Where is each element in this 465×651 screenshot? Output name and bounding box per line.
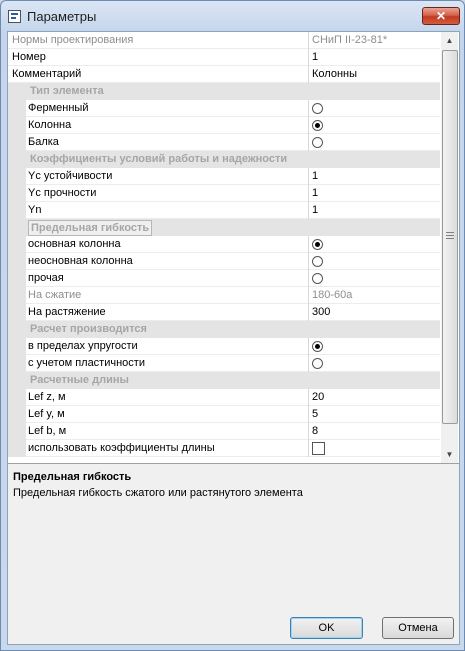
property-row[interactable] (8, 287, 440, 304)
property-name: основная колонна (28, 238, 121, 250)
property-row[interactable] (8, 440, 440, 457)
category-label: Тип элемента (30, 85, 104, 97)
row-gutter (8, 389, 26, 406)
property-row[interactable] (8, 185, 440, 202)
row-gutter (8, 270, 26, 287)
description-title: Предельная гибкость (13, 471, 132, 483)
property-value: 180-60a (312, 289, 353, 301)
property-row[interactable] (8, 134, 440, 151)
category-label: Расчет производится (30, 323, 147, 335)
category-row[interactable] (8, 219, 440, 236)
property-value[interactable]: 5 (312, 408, 319, 420)
property-name: Yc устойчивости (28, 170, 113, 182)
row-gutter (8, 100, 26, 117)
property-value[interactable]: 20 (312, 391, 325, 403)
row-gutter (8, 185, 26, 202)
radio-unchecked-icon[interactable] (312, 358, 323, 369)
row-gutter (8, 236, 26, 253)
cancel-button[interactable]: Отмена (382, 617, 454, 639)
title-bar[interactable] (1, 1, 464, 31)
radio-unchecked-icon[interactable] (312, 273, 323, 284)
row-gutter (8, 406, 26, 423)
column-divider[interactable] (308, 270, 309, 287)
property-name: Yn (28, 204, 42, 216)
property-name: На растяжение (28, 306, 106, 318)
category-label: Предельная гибкость (28, 220, 152, 236)
column-divider[interactable] (308, 406, 309, 423)
close-icon: ✕ (435, 9, 447, 23)
property-name: Нормы проектирования (12, 34, 134, 46)
row-gutter (8, 253, 26, 270)
column-divider[interactable] (308, 287, 309, 304)
row-gutter (8, 355, 26, 372)
property-row[interactable] (8, 49, 440, 66)
property-row[interactable] (8, 270, 440, 287)
close-button[interactable] (422, 7, 460, 25)
category-label: Коэффициенты условий работы и надежности (30, 153, 288, 165)
app-icon (8, 10, 21, 23)
property-name: использовать коэффициенты длины (28, 442, 215, 454)
property-name: Lef z, м (28, 391, 66, 403)
column-divider[interactable] (308, 185, 309, 202)
row-gutter (8, 134, 26, 151)
property-name: Lef b, м (28, 425, 67, 437)
column-divider[interactable] (308, 236, 309, 253)
column-divider[interactable] (308, 134, 309, 151)
property-value[interactable]: 8 (312, 425, 319, 437)
radio-unchecked-icon[interactable] (312, 256, 323, 267)
property-name: прочая (28, 272, 64, 284)
radio-checked-icon[interactable] (312, 239, 323, 250)
property-name: Yc прочности (28, 187, 97, 199)
property-value[interactable]: 300 (312, 306, 331, 318)
column-divider[interactable] (308, 49, 309, 66)
property-name: Номер (12, 51, 46, 63)
radio-unchecked-icon[interactable] (312, 103, 323, 114)
radio-checked-icon[interactable] (312, 120, 323, 131)
row-gutter (8, 423, 26, 440)
property-value[interactable]: 1 (312, 170, 319, 182)
ok-button[interactable]: OK (290, 617, 363, 639)
property-name: Ферменный (28, 102, 89, 114)
property-value[interactable]: 1 (312, 204, 319, 216)
property-row[interactable] (8, 168, 440, 185)
description-text: Предельная гибкость сжатого или растянутого элемента (13, 487, 303, 499)
property-row[interactable] (8, 253, 440, 270)
window-title: Параметры (27, 9, 97, 24)
description-panel (9, 465, 449, 605)
property-name: с учетом пластичности (28, 357, 145, 369)
radio-checked-icon[interactable] (312, 341, 323, 352)
property-row[interactable] (8, 406, 440, 423)
column-divider[interactable] (308, 66, 309, 83)
row-gutter (8, 440, 26, 457)
row-gutter (8, 338, 26, 355)
property-value: СНиП II-23-81* (312, 34, 388, 46)
row-gutter (8, 287, 26, 304)
property-row[interactable] (8, 66, 440, 83)
property-row[interactable] (8, 202, 440, 219)
category-row[interactable] (8, 372, 440, 389)
property-row[interactable] (8, 100, 440, 117)
row-gutter (8, 202, 26, 219)
checkbox-icon[interactable] (312, 442, 325, 455)
property-name: неосновная колонна (28, 255, 133, 267)
column-divider[interactable] (308, 389, 309, 406)
column-divider[interactable] (308, 440, 309, 457)
vertical-scrollbar[interactable] (441, 32, 458, 463)
property-grid (8, 32, 459, 464)
property-name: Lef y, м (28, 408, 65, 420)
row-gutter (8, 117, 26, 134)
row-gutter (8, 168, 26, 185)
column-divider[interactable] (308, 304, 309, 321)
property-row[interactable] (8, 32, 440, 49)
property-row[interactable] (8, 117, 440, 134)
radio-unchecked-icon[interactable] (312, 137, 323, 148)
property-name: Колонна (28, 119, 72, 131)
column-divider[interactable] (308, 202, 309, 219)
column-divider[interactable] (308, 355, 309, 372)
category-row[interactable] (8, 321, 440, 338)
property-row[interactable] (8, 355, 440, 372)
scroll-grip-icon (446, 232, 454, 239)
scroll-down-icon[interactable]: ▼ (445, 450, 454, 459)
property-name: Балка (28, 136, 59, 148)
property-value[interactable]: Колонны (312, 68, 357, 80)
property-name: На сжатие (28, 289, 82, 301)
category-row[interactable] (8, 151, 440, 168)
property-value[interactable]: 1 (312, 187, 319, 199)
row-gutter (8, 304, 26, 321)
property-row[interactable] (8, 304, 440, 321)
property-value[interactable]: 1 (312, 51, 319, 63)
category-label: Расчетные длины (30, 374, 129, 386)
property-name: Комментарий (12, 68, 82, 80)
column-divider[interactable] (308, 100, 309, 117)
column-divider[interactable] (308, 253, 309, 270)
property-row[interactable] (8, 236, 440, 253)
dialog-client-area (7, 31, 460, 645)
property-row[interactable] (8, 338, 440, 355)
column-divider[interactable] (308, 168, 309, 185)
column-divider[interactable] (308, 338, 309, 355)
scroll-thumb[interactable] (442, 50, 458, 424)
property-row[interactable] (8, 423, 440, 440)
property-row[interactable] (8, 389, 440, 406)
column-divider[interactable] (308, 32, 309, 49)
category-row[interactable] (8, 83, 440, 100)
column-divider[interactable] (308, 423, 309, 440)
column-divider[interactable] (308, 117, 309, 134)
property-name: в пределах упругости (28, 340, 138, 352)
scroll-up-icon[interactable]: ▲ (445, 36, 454, 45)
